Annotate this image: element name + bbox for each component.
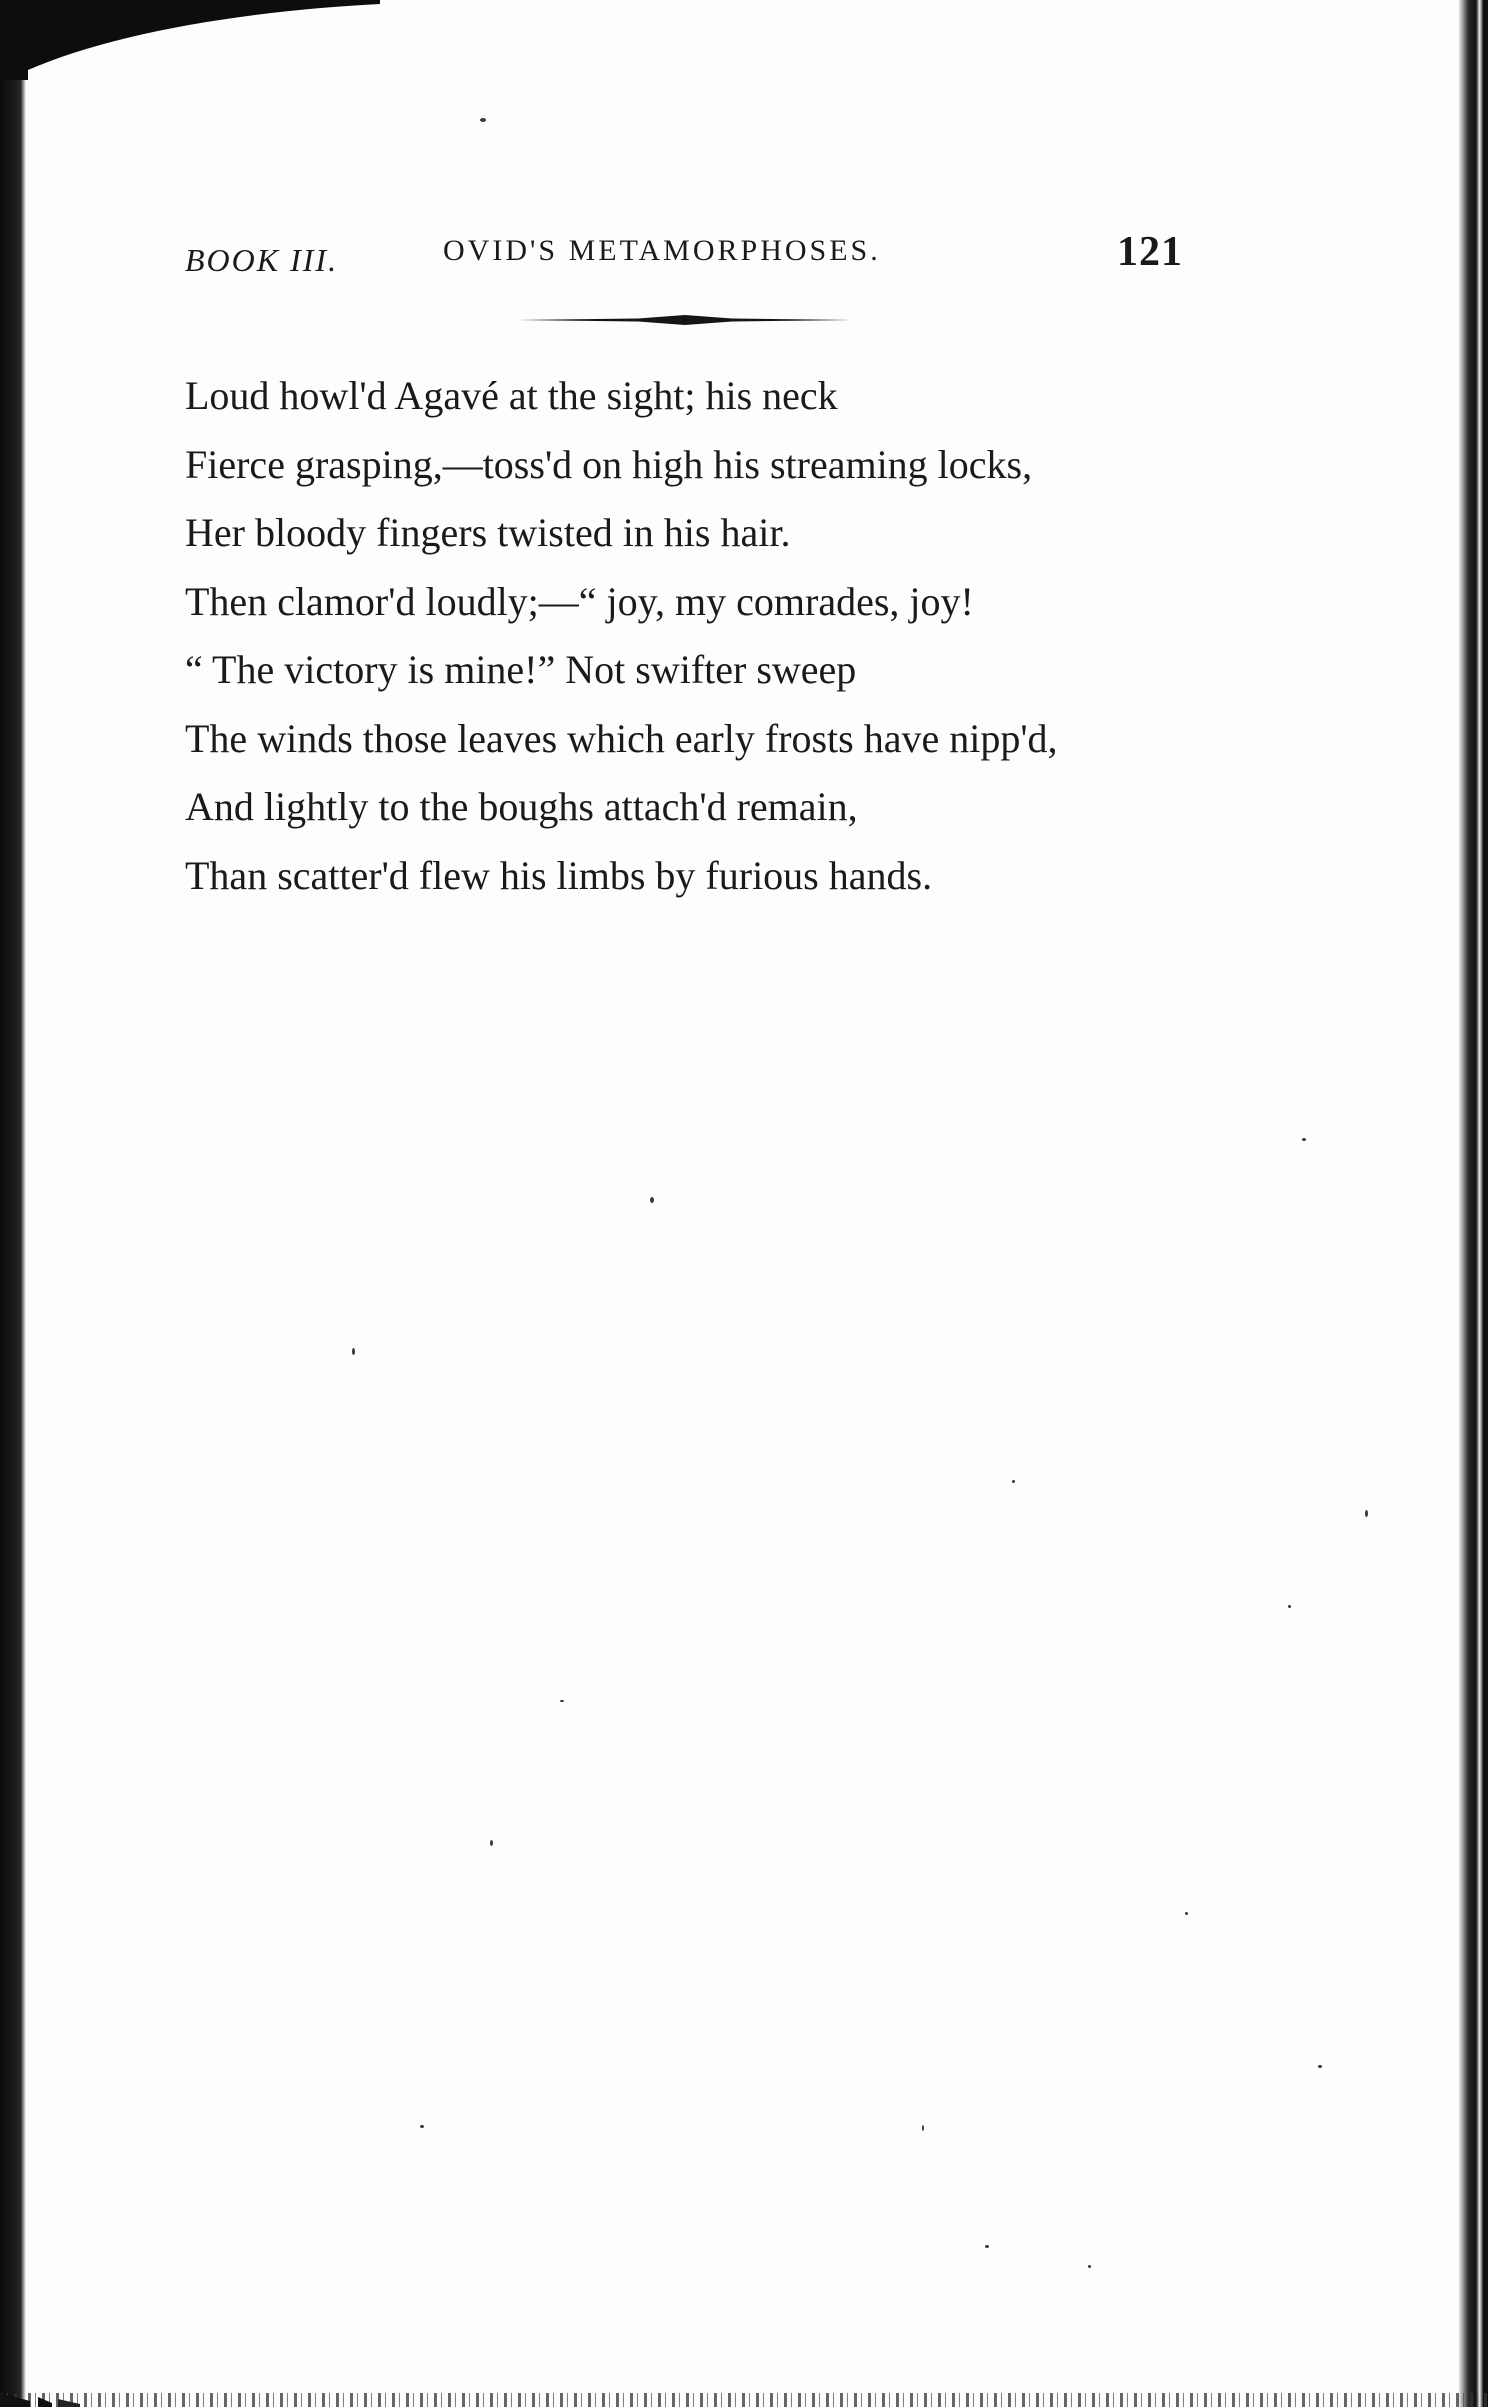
scan-bottom-corner — [0, 2391, 90, 2407]
running-header — [185, 228, 1195, 288]
scan-speck — [560, 1700, 564, 1702]
scan-speck — [1318, 2065, 1322, 2068]
page-number: 121 — [1117, 229, 1183, 275]
verse-line: Loud howl'd Agavé at the sight; his neck — [185, 373, 838, 418]
scan-speck — [490, 1840, 493, 1846]
verse-line: Then clamor'd loudly;—“ joy, my comrades, joy! — [185, 578, 974, 624]
verse-block — [185, 362, 1185, 910]
scan-speck — [480, 118, 486, 122]
scan-speck — [1365, 1510, 1368, 1517]
scan-speck — [985, 2245, 989, 2248]
running-title: OVID'S METAMORPHOSES. — [443, 234, 881, 267]
scan-bottom-edge — [0, 2393, 1488, 2407]
verse-line: Than scatter'd flew his limbs by furious hands. — [185, 852, 933, 898]
scan-border-right — [1458, 0, 1488, 2407]
scan-corner-shadow — [0, 0, 380, 80]
scan-speck — [1012, 1480, 1015, 1483]
scan-speck — [1288, 1605, 1291, 1608]
scan-border-left — [0, 40, 26, 2407]
book-label: BOOK III. — [185, 242, 339, 278]
verse-line: Her bloody fingers twisted in his hair. — [185, 510, 791, 555]
scan-speck — [420, 2125, 424, 2128]
scan-speck — [922, 2125, 924, 2131]
verse-line: The winds those leaves which early frosts have nipp'd, — [185, 715, 1058, 761]
scan-speck — [1302, 1138, 1306, 1141]
scan-speck — [352, 1348, 355, 1355]
scan-speck — [650, 1197, 654, 1203]
scan-speck — [1088, 2265, 1091, 2268]
verse-line: “ The victory is mine!” Not swifter sweep — [185, 647, 857, 692]
header-ornamental-rule — [518, 312, 853, 328]
verse-line: And lightly to the boughs attach'd remain, — [185, 784, 858, 829]
scan-speck — [1185, 1912, 1188, 1915]
verse-line: Fierce grasping,—toss'd on high his streaming locks, — [185, 441, 1033, 487]
